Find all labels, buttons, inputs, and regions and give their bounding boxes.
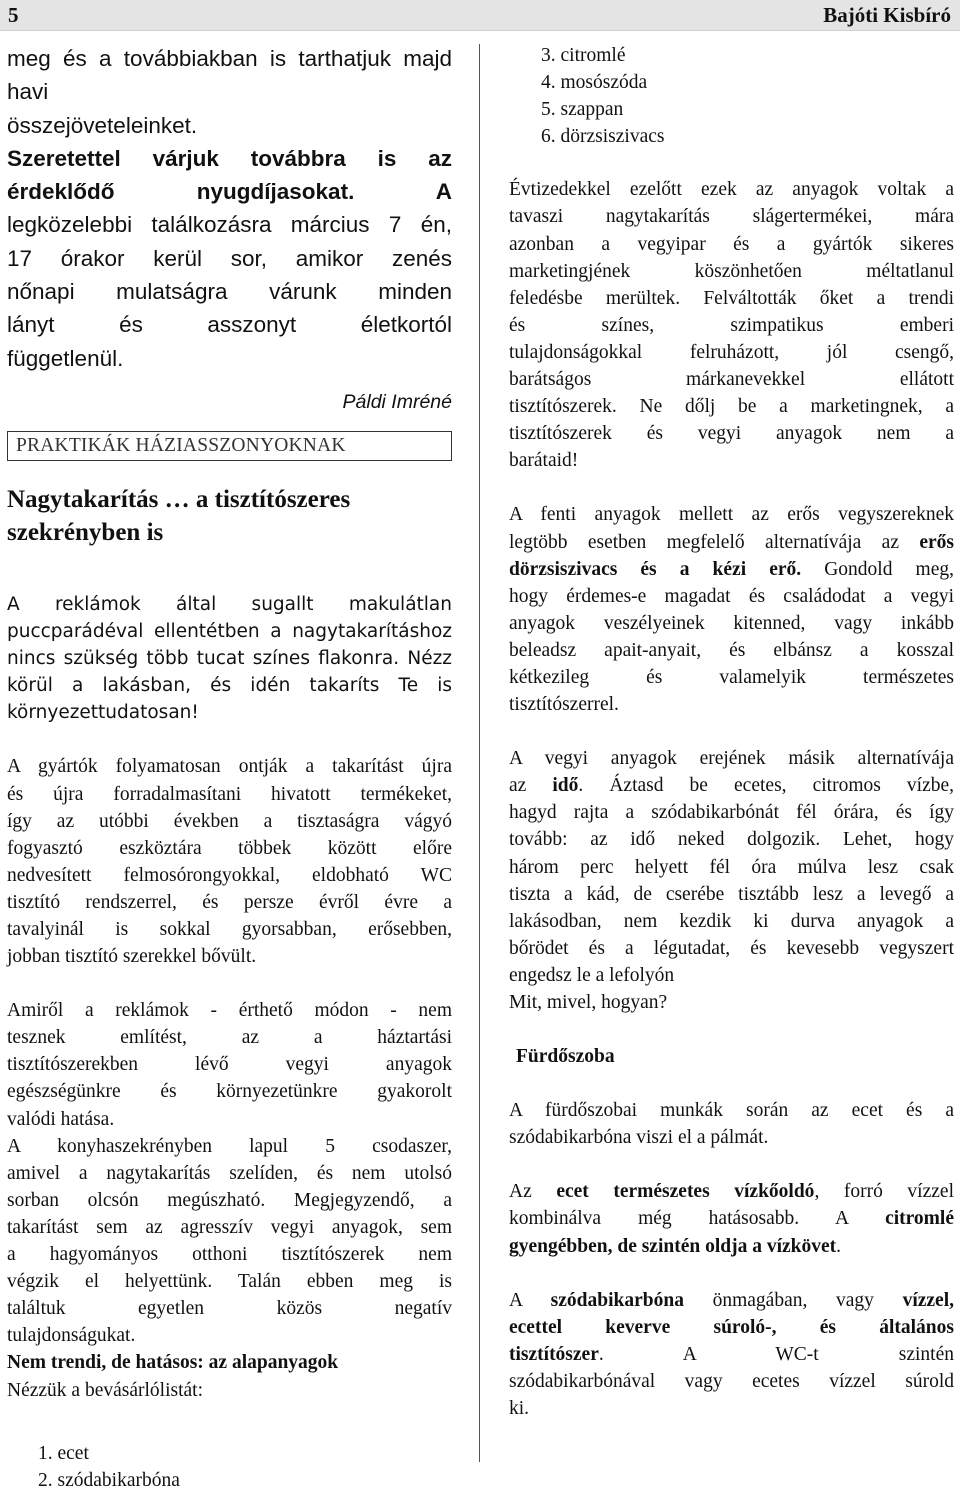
publication-title: Bajóti Kisbíró xyxy=(823,3,951,27)
text-line: jobban tisztító szerekkel bővült. xyxy=(7,946,257,968)
text-line: 17 órakor kerül sor, amikor zenés xyxy=(7,245,452,271)
body-paragraph xyxy=(509,501,954,718)
body-paragraph xyxy=(509,1097,954,1151)
text-span: , forró vízzel xyxy=(814,1181,954,1203)
bold-span: vízzel, xyxy=(902,1289,954,1311)
text-line: végzik el helyettünk. Talán ebben meg is xyxy=(7,1271,452,1293)
column-divider xyxy=(479,44,480,1462)
text-span: önmagában, vagy xyxy=(683,1289,903,1311)
right-column xyxy=(509,42,954,1422)
text-line: takarítást sem az agresszív vegyi anyagok, sem xyxy=(7,1216,452,1238)
text-line: beleadsz apait-anyait, és elbánsz a kosszal xyxy=(509,639,954,661)
text-line: függetlenül. xyxy=(7,345,124,371)
list-item: 3. citromlé xyxy=(541,45,626,66)
list-item: 1. ecet xyxy=(38,1442,89,1464)
text-span: az xyxy=(509,775,553,797)
text-line: tesznek említést, az a háztartási xyxy=(7,1027,452,1049)
bold-span: tisztítószer xyxy=(509,1343,599,1365)
text-line: Amiről a reklámok - érthető módon - nem xyxy=(7,1000,452,1022)
text-span: legtöbb esetben megfelelő alternatívája az xyxy=(509,531,920,553)
body-paragraph xyxy=(7,997,452,1132)
text-line: feledésbe merültek. Felváltották őket a trendi xyxy=(509,287,954,309)
shopping-list-continued xyxy=(541,42,954,150)
text-line: tiszta a kád, de cserébe tisztább lesz a levegő a xyxy=(509,883,954,905)
text-line: sorban olcsón megúszható. Megjegyzendő, a xyxy=(7,1189,452,1211)
bold-span: szódabikarbóna xyxy=(550,1289,684,1311)
bold-span: erős xyxy=(919,531,954,553)
text-line: tulajdonságokkal felruházott, jól csengő, xyxy=(509,341,954,363)
text-line xyxy=(509,556,954,583)
text-line: és színes, szimpatikus emberi xyxy=(509,314,954,336)
text-line: A gyártók folyamatosan ontják a takarítást újra xyxy=(7,756,452,778)
article-title-line: Nagytakarítás … a tisztítószeres xyxy=(7,485,351,513)
article-title-line: szekrényben is xyxy=(7,518,164,546)
bold-heading: Nem trendi, de hatásos: az alapanyagok xyxy=(7,1352,339,1374)
text-line: hogy érdemes-e magadat és családodat a vegyi xyxy=(509,585,954,607)
text-line xyxy=(509,1233,954,1260)
author-signature: Páldi Imréné xyxy=(342,390,452,413)
text-line: marketingjének köszönhetően méltatlanul xyxy=(509,260,954,282)
text-span: Az xyxy=(509,1181,557,1203)
list-intro: Nézzük a bevásárlólistát: xyxy=(7,1379,203,1401)
text-line: környezettudatosan! xyxy=(7,702,199,724)
text-line: érdeklődő nyugdíjasokat. A xyxy=(7,179,452,205)
text-line: amivel a nagytakarítás szelíden, és nem utolsó xyxy=(7,1162,452,1184)
text-line: találtuk egyetlen közös negatív xyxy=(7,1298,452,1320)
text-line: lakásodban, nem kezdik ki durva anyagok a xyxy=(509,910,954,932)
text-line: A vegyi anyagok erejének másik alternatívája xyxy=(509,748,954,770)
body-paragraph xyxy=(509,1287,954,1422)
text-line: tavaszi nagytakarítás slágertermékei, mára xyxy=(509,206,954,228)
lead-paragraph xyxy=(7,591,452,726)
text-line: A konyhaszekrényben lapul 5 csodaszer, xyxy=(7,1135,452,1157)
left-column xyxy=(7,42,452,1494)
body-paragraph xyxy=(7,1133,452,1404)
list-item: 5. szappan xyxy=(541,99,624,121)
text-line xyxy=(509,1178,954,1205)
text-line: A reklámok által sugallt makulátlan xyxy=(7,593,452,615)
text-line: fogyasztó eszköztára többek között előre xyxy=(7,837,452,859)
text-line: Szeretettel várjuk továbbra is az xyxy=(7,145,452,171)
text-span: Gondold meg, xyxy=(801,558,954,580)
text-line: szódabikarbónával vagy ecetes vízzel súrold xyxy=(509,1370,954,1392)
text-span: kombinálva még hatásosabb. A xyxy=(509,1208,886,1230)
text-line: tulajdonságukat. xyxy=(7,1325,136,1347)
body-paragraph xyxy=(7,753,452,970)
text-line: tisztítószerekben lévő vegyi anyagok xyxy=(7,1054,452,1076)
text-line: tavalyinál is sokkal gyorsabban, erősebben, xyxy=(7,919,452,940)
text-line: tisztítószerek. Ne dőlj be a marketingnek, a xyxy=(509,396,954,418)
text-line: három perc helyett fél óra múlva lesz csak xyxy=(509,856,954,878)
text-line: valódi hatása. xyxy=(7,1108,115,1130)
shopping-list xyxy=(38,1440,452,1494)
bold-span: idő xyxy=(552,775,579,797)
text-line: Mit, mivel, hogyan? xyxy=(509,992,668,1013)
text-line: anyagok veszélyeinek kitenned, vagy inkább xyxy=(509,612,954,634)
bold-span: gyengébben, de szintén oldja a vízkövet xyxy=(509,1235,837,1257)
text-line: így az utóbbi években a tisztaságra vágyó xyxy=(7,810,452,832)
page-header xyxy=(0,0,960,31)
text-line: engedsz le a lefolyón xyxy=(509,964,675,986)
text-span: . A WC-t szintén xyxy=(598,1343,954,1365)
text-line: tisztítószerrel. xyxy=(509,694,619,716)
text-line: Évtizedekkel ezelőtt ezek az anyagok voltak a xyxy=(509,179,954,201)
text-line: A fürdőszobai munkák során az ecet és a xyxy=(509,1100,954,1122)
text-line: meg és a továbbiakban is tarthatjuk majd havi xyxy=(7,46,452,105)
text-span: A xyxy=(509,1289,551,1311)
text-line: összejöveteleinket. xyxy=(7,112,198,138)
section-title: PRAKTIKÁK HÁZIASSZONYOKNAK xyxy=(7,431,452,461)
text-span: . xyxy=(836,1235,842,1257)
text-span: . Áztasd be ecetes, citromos vízbe, xyxy=(578,775,955,797)
text-line: nedvesített felmosórongyokkal, eldobható WC xyxy=(7,864,452,886)
text-line: tisztító rendszerrel, és persze évről évre a xyxy=(7,891,452,913)
text-line: legközelebbi találkozásra március 7 én, xyxy=(7,212,452,238)
text-line: és újra forradalmasítani hivatott termékeket, xyxy=(7,783,452,805)
bold-span: ecettel keverve súroló-, és általános xyxy=(509,1316,954,1338)
article-title xyxy=(7,483,452,549)
text-line: körül a lakásban, és idén takaríts Te is xyxy=(7,675,452,697)
text-line: lányt és asszonyt életkortól xyxy=(7,312,452,338)
bold-span: dörzsiszivacs és a kézi erő. xyxy=(509,558,802,580)
bold-span: citromlé xyxy=(885,1208,954,1230)
text-line: kétkezileg és valamelyik természetes xyxy=(509,666,954,688)
page-number: 5 xyxy=(8,3,19,27)
text-line: nőnapi mulatságra várunk minden xyxy=(7,279,452,305)
text-line: a hagyományos otthoni tisztítószerek nem xyxy=(7,1244,452,1266)
text-line: tisztítószerek és vegyi anyagok nem a xyxy=(509,423,954,445)
text-line xyxy=(509,1341,954,1368)
text-line xyxy=(509,1205,954,1232)
text-line xyxy=(509,772,954,799)
list-item: 6. dörzsiszivacs xyxy=(541,126,665,148)
intro-paragraph xyxy=(7,42,452,375)
bold-span: ecet természetes vízkőoldó xyxy=(556,1181,815,1203)
text-line: ki. xyxy=(509,1398,530,1420)
text-line xyxy=(509,1287,954,1314)
text-line: barátságos márkanevekkel ellátott xyxy=(509,369,954,391)
text-line: bőrödet és a légutadat, és kevesebb vegyszert xyxy=(509,937,954,959)
subheading: Fürdőszoba xyxy=(516,1046,615,1068)
body-paragraph xyxy=(509,176,954,474)
text-line xyxy=(509,1314,954,1341)
text-line xyxy=(509,529,954,556)
text-line: azonban a vegyipar és a gyártók sikeres xyxy=(509,233,954,255)
text-line: szódabikarbóna viszi el a pálmát. xyxy=(509,1127,769,1149)
text-line: puccparádéval ellentétben a nagytakarításhoz xyxy=(7,621,452,643)
body-paragraph xyxy=(509,745,954,1016)
list-item: 2. szódabikarbóna xyxy=(38,1469,180,1491)
text-line: tovább: az idő neked dolgozik. Lehet, hogy xyxy=(509,829,954,851)
text-line: nincs szükség több tucat színes flakonra. Nézz xyxy=(7,648,452,670)
text-line: A fenti anyagok mellett az erős vegyszereknek xyxy=(509,504,954,526)
body-paragraph xyxy=(509,1178,954,1259)
text-line: egészségünkre és környezetünkre gyakorolt xyxy=(7,1081,452,1103)
list-item: 4. mosószóda xyxy=(541,72,648,94)
text-line: hagyd rajta a szódabikarbónát fél órára, és így xyxy=(509,802,954,824)
text-line: barátaid! xyxy=(509,450,579,472)
